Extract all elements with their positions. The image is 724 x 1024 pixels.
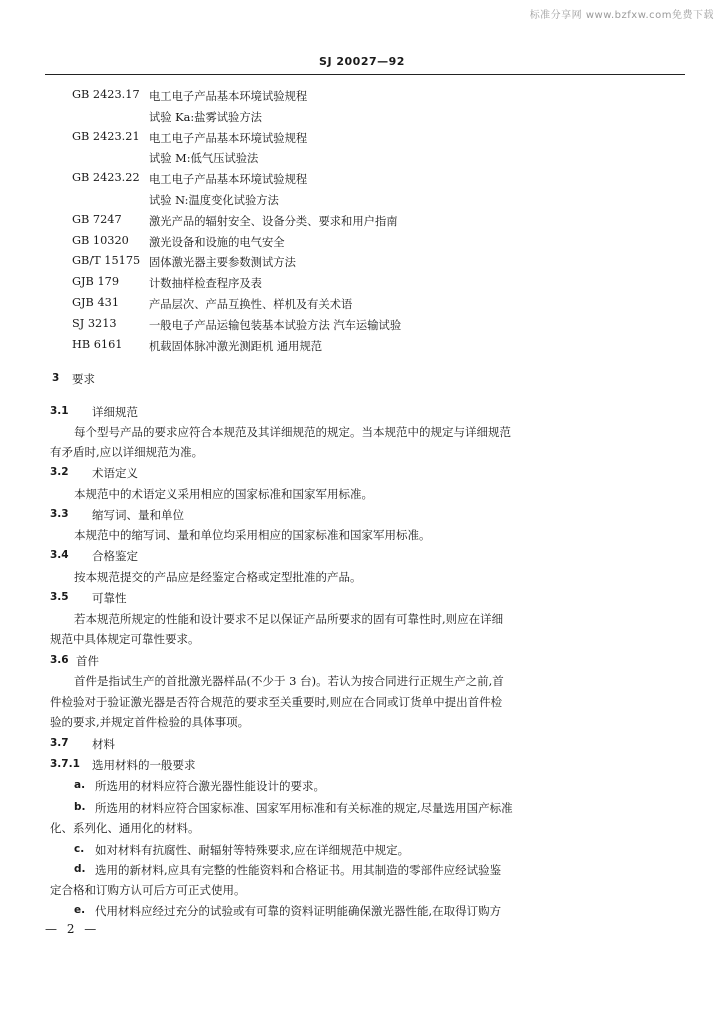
paragraph-line: 本规范中的缩写词、量和单位均采用相应的国家标准和国家军用标准。 [74,528,431,542]
subsection-number: 3.2 [50,466,69,478]
list-item-text: 代用材料应经过充分的试验或有可靠的资料证明能确保激光器性能,在取得订购方 [95,904,502,918]
reference-subtitle-row [0,109,724,130]
reference-title: 电工电子产品基本环境试验规程 [149,173,308,187]
list-item-text: 如对材料有抗腐性、耐辐射等特殊要求,应在详细规范中规定。 [95,843,410,857]
paragraph-line: 按本规范提交的产品应是经鉴定合格或定型批准的产品。 [74,570,362,584]
paragraph-line: 首件是指试生产的首批激光器样品(不少于 3 台)。若认为按合同进行正规生产之前,首 [74,674,504,688]
subsection-number: 3.7.1 [50,758,80,770]
reference-code: HB 6161 [72,337,123,351]
subsection-number: 3.1 [50,405,69,417]
list-item-text: 选用的新材料,应具有完整的性能资料和合格证书。用其制造的零部件应经试验鉴 [95,863,502,877]
subsection-title: 详细规范 [92,405,138,419]
reference-item [0,130,724,151]
reference-item [0,296,724,317]
paragraph-line: 每个型号产品的要求应符合本规范及其详细规范的规定。当本规范中的规定与详细规范 [74,425,511,439]
header-divider [45,74,685,75]
list-item-text: 定合格和订购方认可后方可正式使用。 [50,883,246,897]
paragraph-line: 规范中具体规定可靠性要求。 [50,632,200,646]
reference-title: 激光产品的辐射安全、设备分类、要求和用户指南 [149,214,398,228]
reference-subtitle: 试验 N:温度变化试验方法 [149,193,279,207]
subsection-title: 术语定义 [92,466,138,480]
subsection-number: 3.3 [50,508,69,520]
reference-item [0,254,724,275]
list-item-text: 所选用的材料应符合国家标准、国家军用标准和有关标准的规定,尽量选用国产标准 [95,801,513,815]
section-heading: 要求 [72,372,95,386]
subsection-number: 3.6 [50,654,69,666]
subsection-number: 3.7 [50,737,69,749]
reference-code: GJB 179 [72,275,120,289]
paragraph-line: 若本规范所规定的性能和设计要求不足以保证产品所要求的固有可靠性时,则应在详细 [74,612,504,626]
subsection-title: 合格鉴定 [92,549,138,563]
reference-title: 产品层次、产品互换性、样机及有关术语 [149,297,353,311]
reference-subtitle-row [0,192,724,213]
paragraph-line: 本规范中的术语定义采用相应的国家标准和国家军用标准。 [74,487,373,501]
reference-code: GB 2423.22 [72,171,140,185]
reference-subtitle: 试验 M:低气压试验法 [149,152,259,166]
list-item-label: a. [74,779,86,791]
reference-code: GJB 431 [72,295,120,309]
subsection-number: 3.5 [50,591,69,603]
reference-item [0,275,724,296]
reference-title: 一般电子产品运输包装基本试验方法 汽车运输试验 [149,318,402,332]
subsection-number: 3.4 [50,549,69,561]
reference-title: 计数抽样检查程序及表 [149,277,262,291]
subsection-title: 缩写词、量和单位 [92,508,184,522]
document-code-header: SJ 20027—92 [319,55,405,68]
reference-item [0,213,724,234]
reference-title: 机载固体脉冲激光测距机 通用规范 [149,339,323,353]
reference-title: 固体激光器主要参数测试方法 [149,256,296,270]
paragraph-line: 验的要求,并规定首件检验的具体事项。 [50,715,250,729]
list-item-label: b. [74,801,86,813]
subsection-title: 首件 [76,654,99,668]
reference-item [0,338,724,359]
reference-code: GB 2423.17 [72,88,140,101]
list-item-text: 化、系列化、通用化的材料。 [50,821,200,835]
page-number: — 2 — [45,922,100,936]
paragraph-line: 有矛盾时,应以详细规范为准。 [50,445,204,459]
reference-item [0,88,724,109]
reference-item [0,317,724,338]
section-number: 3 [52,372,60,384]
reference-title: 电工电子产品基本环境试验规程 [149,131,308,145]
list-item-label: c. [74,843,85,855]
reference-item [0,171,724,192]
normative-references-list [0,88,724,358]
subsection-title: 可靠性 [92,591,127,605]
reference-subtitle-row [0,150,724,171]
reference-code: GB 10320 [72,233,129,247]
reference-code: GB 2423.21 [72,129,140,143]
list-item-label: d. [74,863,86,875]
list-item-text: 所选用的材料应符合激光器性能设计的要求。 [95,779,325,793]
reference-subtitle: 试验 Ka:盐雾试验方法 [149,110,262,124]
watermark: 标准分享网 www.bzfxw.com免费下载 [529,10,714,21]
paragraph-line: 件检验对于验证激光器是否符合规范的要求至关重要时,则应在合同或订货单中提出首件检 [50,695,503,709]
reference-code: GB/T 15175 [72,254,141,268]
subsection-title: 材料 [92,737,115,751]
list-item-label: e. [74,904,86,916]
subsection-title: 选用材料的一般要求 [92,758,196,772]
reference-title: 激光设备和设施的电气安全 [149,235,285,249]
reference-title: 电工电子产品基本环境试验规程 [149,90,308,103]
reference-code: GB 7247 [72,212,122,226]
reference-code: SJ 3213 [72,316,117,330]
reference-item [0,234,724,255]
